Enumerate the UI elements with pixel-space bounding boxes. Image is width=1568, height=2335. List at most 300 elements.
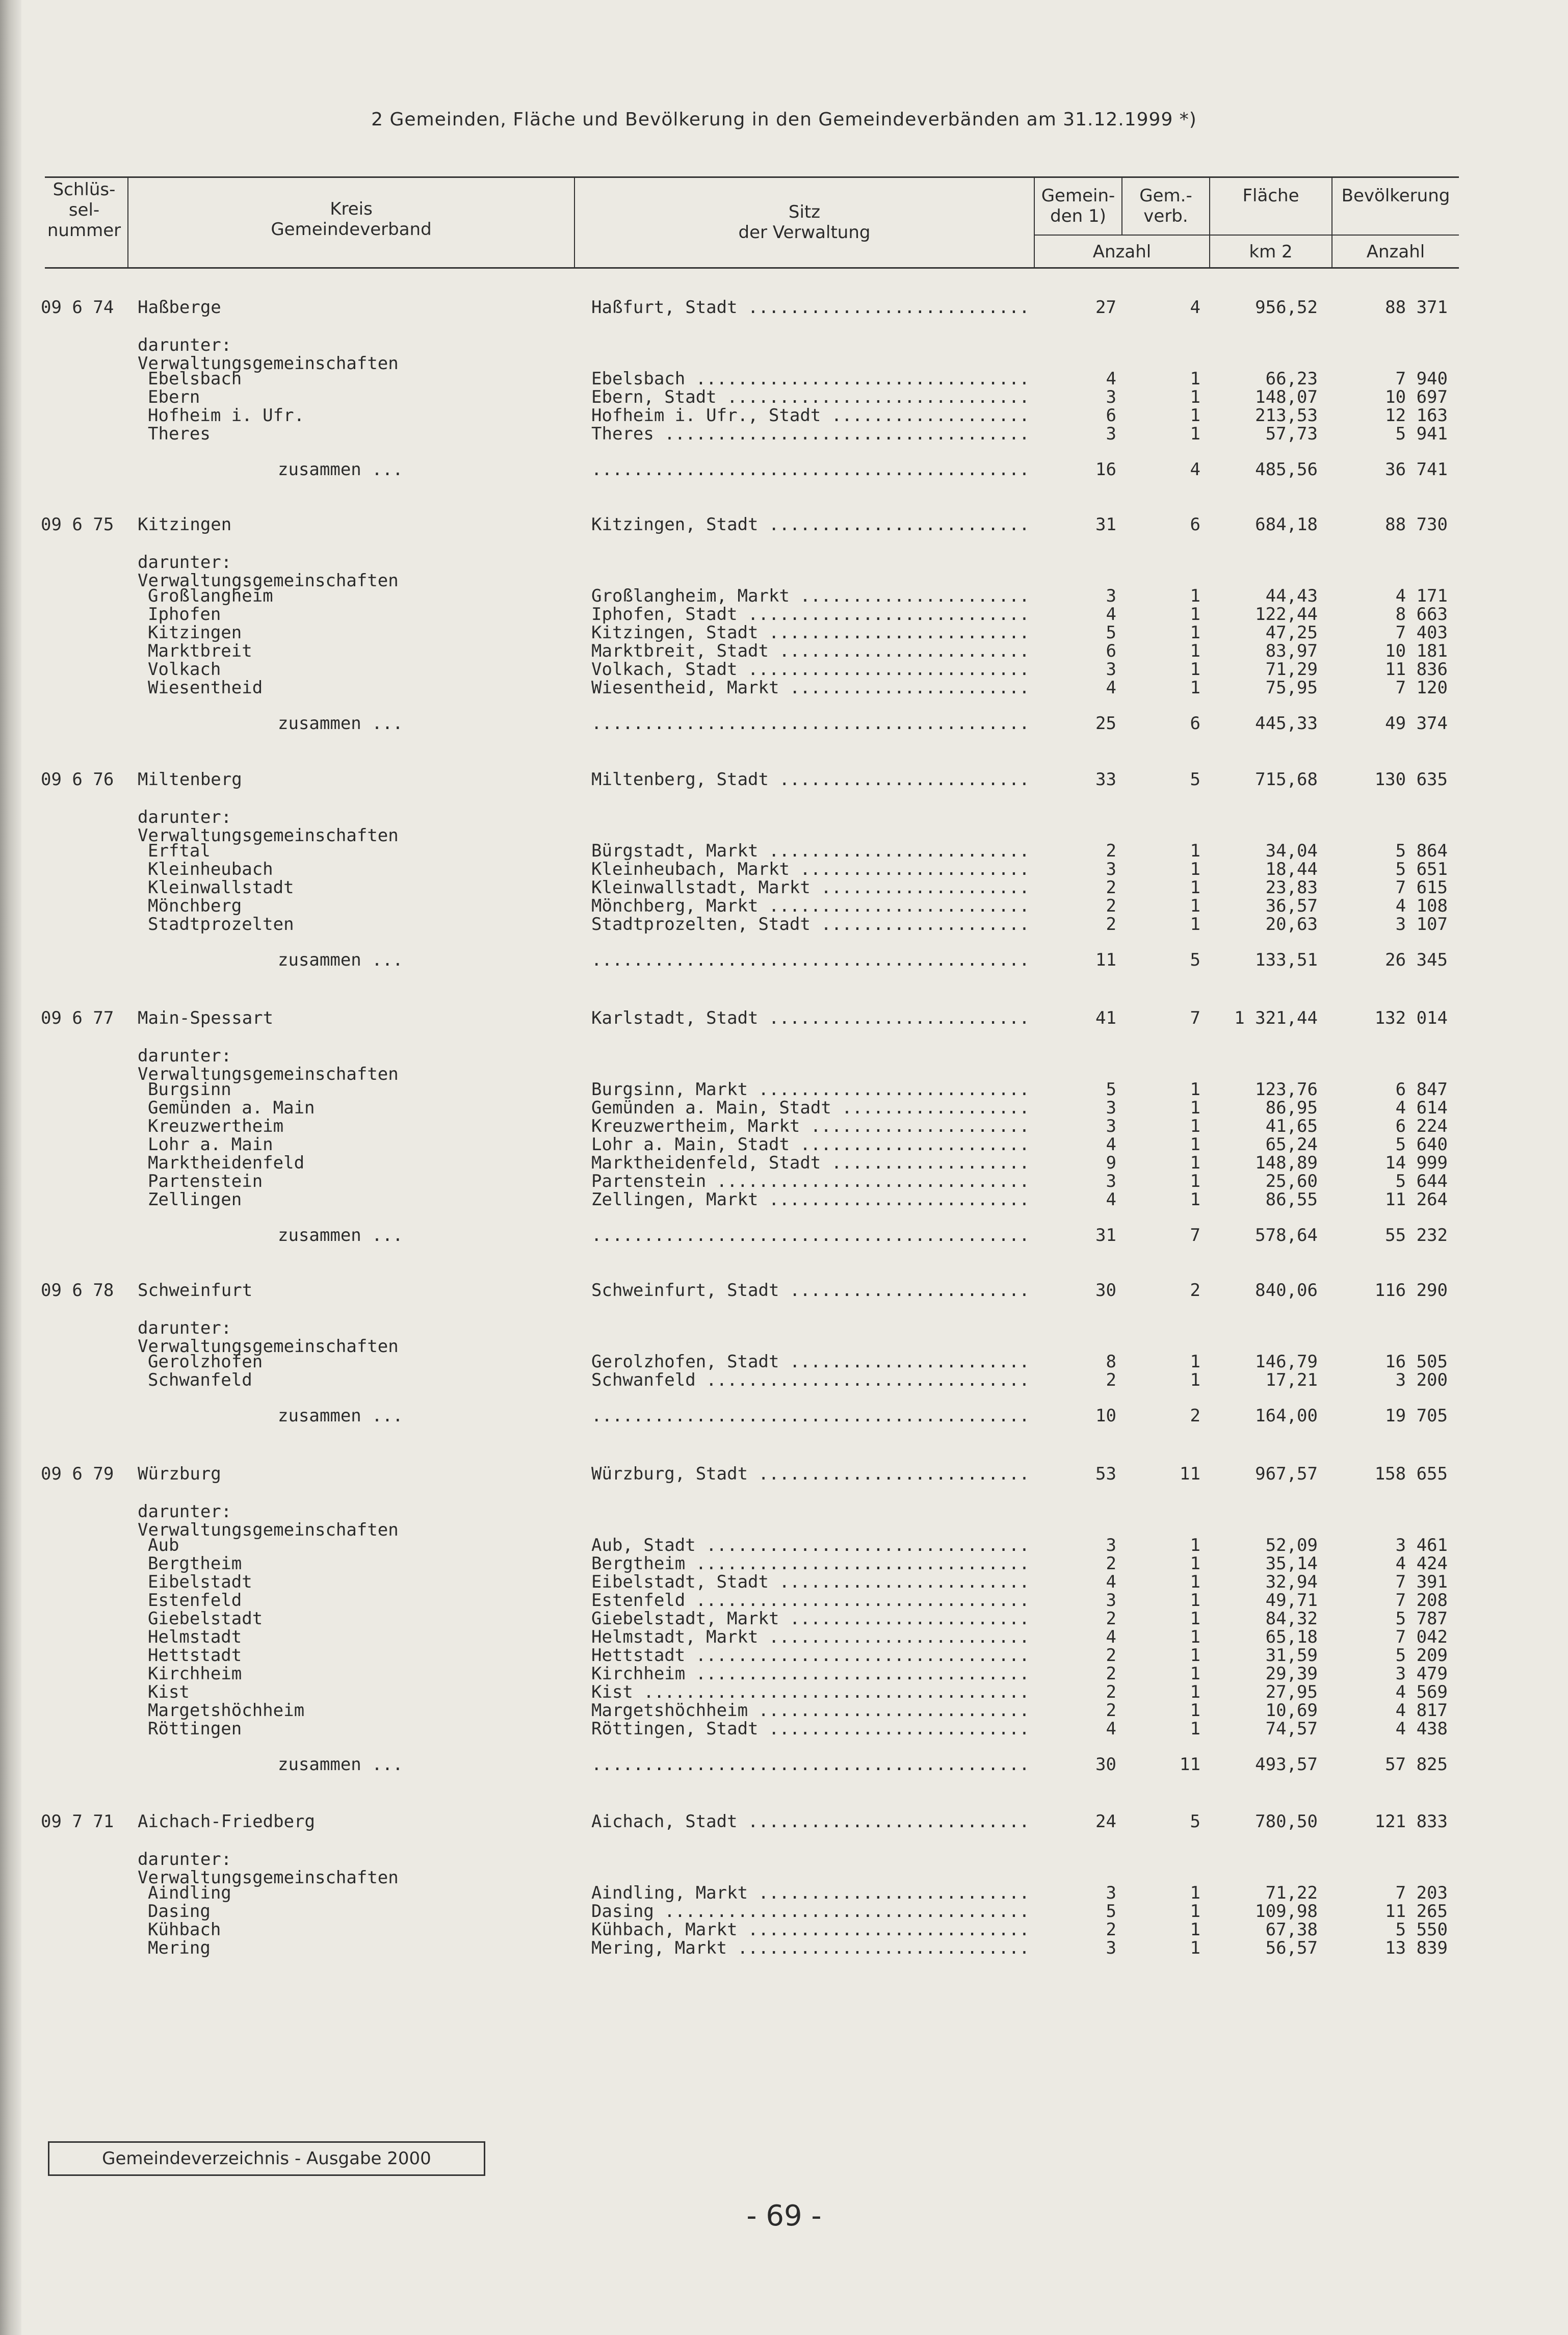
vg-row bbox=[0, 1370, 1568, 1390]
total-bevoelkerung: 55 232 bbox=[1385, 1225, 1448, 1246]
vg-seat: Ebern, Stadt ..... bbox=[591, 387, 1030, 407]
district-bevoelkerung: 116 290 bbox=[1374, 1280, 1448, 1301]
total-label: zusammen ... bbox=[278, 1225, 403, 1246]
vg-seat: Hofheim i. Ufr., Stadt ..... bbox=[591, 406, 1030, 425]
vg-bevoelkerung: 7 940 bbox=[1395, 369, 1448, 389]
vg-flaeche: 20,63 bbox=[1265, 914, 1318, 935]
vg-group-label: Verwaltungsgemeinschaften bbox=[138, 1336, 399, 1357]
vg-seat: Gerolzhofen, Stadt ..... bbox=[591, 1352, 1030, 1371]
vg-gemeinden: 4 bbox=[1106, 369, 1116, 389]
total-gemeinden: 16 bbox=[1095, 459, 1116, 480]
vg-bevoelkerung: 4 438 bbox=[1395, 1719, 1448, 1739]
darunter-label: darunter: bbox=[138, 552, 232, 573]
total-gemeinden: 31 bbox=[1095, 1225, 1116, 1246]
total-gemeinden: 25 bbox=[1095, 713, 1116, 734]
vg-seat: Mering, Markt ..... bbox=[591, 1938, 1030, 1958]
vg-gem-verb: 1 bbox=[1190, 1535, 1200, 1555]
vg-flaeche: 17,21 bbox=[1265, 1370, 1318, 1390]
total-flaeche: 485,56 bbox=[1255, 459, 1318, 480]
vg-seat: Partenstein ..... bbox=[591, 1172, 1030, 1191]
district-gemeinden: 41 bbox=[1095, 1008, 1116, 1028]
vg-flaeche: 122,44 bbox=[1255, 604, 1318, 625]
vg-flaeche: 213,53 bbox=[1255, 405, 1318, 426]
vg-flaeche: 109,98 bbox=[1255, 1901, 1318, 1922]
vg-gemeinden: 5 bbox=[1106, 622, 1116, 643]
vg-row bbox=[0, 878, 1568, 897]
district-gemeinden: 33 bbox=[1095, 769, 1116, 790]
darunter-label: darunter: bbox=[138, 1849, 232, 1870]
total-flaeche: 133,51 bbox=[1255, 950, 1318, 970]
vg-flaeche: 83,97 bbox=[1265, 641, 1318, 661]
vg-seat: Marktbreit, Stadt ..... bbox=[591, 641, 1030, 661]
total-label: zusammen ... bbox=[278, 1754, 403, 1775]
total-gemeinden: 10 bbox=[1095, 1406, 1116, 1426]
vg-row bbox=[0, 623, 1568, 642]
vg-gem-verb: 1 bbox=[1190, 405, 1200, 426]
vg-gemeinden: 4 bbox=[1106, 1189, 1116, 1210]
vg-bevoelkerung: 11 265 bbox=[1385, 1901, 1448, 1922]
district-bevoelkerung: 121 833 bbox=[1374, 1811, 1448, 1832]
vg-name: Eibelstadt bbox=[148, 1572, 252, 1592]
vg-flaeche: 52,09 bbox=[1265, 1535, 1318, 1555]
vg-row bbox=[0, 841, 1568, 861]
total-label: zusammen ... bbox=[278, 950, 403, 970]
vg-seat: Stadtprozelten, Stadt ..... bbox=[591, 915, 1030, 934]
vg-name: Estenfeld bbox=[148, 1590, 242, 1611]
district-row bbox=[0, 1281, 1568, 1300]
header-bottom-rule bbox=[45, 267, 1459, 269]
vg-row bbox=[0, 678, 1568, 697]
vg-name: Kleinwallstadt bbox=[148, 877, 294, 898]
vg-gem-verb: 1 bbox=[1190, 896, 1200, 916]
darunter-row bbox=[0, 1850, 1568, 1869]
vg-row bbox=[0, 1554, 1568, 1573]
vg-row bbox=[0, 1627, 1568, 1647]
vg-bevoelkerung: 10 181 bbox=[1385, 641, 1448, 661]
vg-flaeche: 148,07 bbox=[1255, 387, 1318, 407]
total-leader-dots bbox=[591, 460, 1030, 479]
district-key: 09 6 77 bbox=[41, 1008, 114, 1028]
district-key: 09 6 76 bbox=[41, 769, 114, 790]
vg-gem-verb: 1 bbox=[1190, 1572, 1200, 1592]
vg-flaeche: 71,29 bbox=[1265, 659, 1318, 680]
header-gemeinden: Gemein- den 1) bbox=[1041, 186, 1115, 226]
vg-name: Ebelsbach bbox=[148, 369, 242, 389]
vg-gemeinden: 2 bbox=[1106, 1370, 1116, 1390]
vg-gemeinden: 2 bbox=[1106, 896, 1116, 916]
vg-flaeche: 56,57 bbox=[1265, 1938, 1318, 1958]
header-gem-verb: Gem.- verb. bbox=[1139, 186, 1192, 226]
vg-bevoelkerung: 6 224 bbox=[1395, 1116, 1448, 1136]
total-row bbox=[0, 1406, 1568, 1425]
vg-row bbox=[0, 1190, 1568, 1209]
vg-group-label: Verwaltungsgemeinschaften bbox=[138, 570, 399, 591]
vg-seat: Volkach, Stadt ..... bbox=[591, 660, 1030, 679]
vg-name: Margetshöchheim bbox=[148, 1700, 305, 1721]
vg-gem-verb: 1 bbox=[1190, 1664, 1200, 1684]
vg-seat: Kleinheubach, Markt ..... bbox=[591, 860, 1030, 879]
total-leader-dots bbox=[591, 714, 1030, 733]
total-label: zusammen ... bbox=[278, 713, 403, 734]
vg-name: Kist bbox=[148, 1682, 190, 1702]
district-seat: Haßfurt, Stadt ..... bbox=[591, 298, 1030, 317]
total-bevoelkerung: 19 705 bbox=[1385, 1406, 1448, 1426]
vg-bevoelkerung: 3 461 bbox=[1395, 1535, 1448, 1555]
vg-flaeche: 65,24 bbox=[1265, 1134, 1318, 1155]
vg-name: Zellingen bbox=[148, 1189, 242, 1210]
vg-name: Großlangheim bbox=[148, 586, 273, 606]
vg-flaeche: 25,60 bbox=[1265, 1171, 1318, 1191]
vg-gemeinden: 2 bbox=[1106, 841, 1116, 861]
vg-bevoelkerung: 5 864 bbox=[1395, 841, 1448, 861]
vg-name: Mering bbox=[148, 1938, 211, 1958]
total-bevoelkerung: 49 374 bbox=[1385, 713, 1448, 734]
page-number: - 69 - bbox=[746, 2199, 822, 2233]
vg-seat: Kühbach, Markt ..... bbox=[591, 1920, 1030, 1939]
vg-gemeinden: 3 bbox=[1106, 387, 1116, 407]
district-gemeinden: 27 bbox=[1095, 297, 1116, 318]
vg-gemeinden: 3 bbox=[1106, 1171, 1116, 1191]
vg-bevoelkerung: 4 614 bbox=[1395, 1098, 1448, 1118]
district-row bbox=[0, 515, 1568, 534]
vg-gemeinden: 4 bbox=[1106, 1134, 1116, 1155]
district-gemeinden: 30 bbox=[1095, 1280, 1116, 1301]
vg-bevoelkerung: 5 941 bbox=[1395, 424, 1448, 444]
vg-name: Röttingen bbox=[148, 1719, 242, 1739]
vg-gem-verb: 1 bbox=[1190, 1700, 1200, 1721]
district-flaeche: 1 321,44 bbox=[1234, 1008, 1318, 1028]
vg-bevoelkerung: 5 644 bbox=[1395, 1171, 1448, 1191]
darunter-label: darunter: bbox=[138, 807, 232, 827]
vg-row bbox=[0, 387, 1568, 407]
vg-seat: Aub, Stadt ..... bbox=[591, 1536, 1030, 1555]
district-bevoelkerung: 88 730 bbox=[1385, 514, 1448, 535]
vg-name: Kitzingen bbox=[148, 622, 242, 643]
darunter-row bbox=[0, 1502, 1568, 1521]
vg-flaeche: 49,71 bbox=[1265, 1590, 1318, 1611]
vg-row bbox=[0, 369, 1568, 388]
district-seat: Kitzingen, Stadt ..... bbox=[591, 515, 1030, 534]
vg-flaeche: 146,79 bbox=[1255, 1352, 1318, 1372]
vg-gem-verb: 1 bbox=[1190, 1153, 1200, 1173]
district-row bbox=[0, 1812, 1568, 1831]
district-name: Schweinfurt bbox=[138, 1280, 253, 1301]
vg-gemeinden: 2 bbox=[1106, 1682, 1116, 1702]
district-key: 09 6 78 bbox=[41, 1280, 114, 1301]
vg-gem-verb: 1 bbox=[1190, 1116, 1200, 1136]
total-gem-verb: 11 bbox=[1180, 1754, 1200, 1775]
district-seat: Miltenberg, Stadt ..... bbox=[591, 770, 1030, 789]
vg-bevoelkerung: 14 999 bbox=[1385, 1153, 1448, 1173]
vg-gem-verb: 1 bbox=[1190, 877, 1200, 898]
district-key: 09 6 79 bbox=[41, 1464, 114, 1484]
vg-gem-verb: 1 bbox=[1190, 1352, 1200, 1372]
vg-row bbox=[0, 1172, 1568, 1191]
vg-bevoelkerung: 8 663 bbox=[1395, 604, 1448, 625]
vg-name: Aindling bbox=[148, 1883, 231, 1903]
vg-flaeche: 44,43 bbox=[1265, 586, 1318, 606]
vg-gem-verb: 1 bbox=[1190, 1608, 1200, 1629]
vg-flaeche: 34,04 bbox=[1265, 841, 1318, 861]
darunter-label: darunter: bbox=[138, 1046, 232, 1066]
vg-gem-verb: 1 bbox=[1190, 859, 1200, 879]
district-flaeche: 715,68 bbox=[1255, 769, 1318, 790]
district-gem-verb: 6 bbox=[1190, 514, 1200, 535]
vg-name: Iphofen bbox=[148, 604, 221, 625]
vg-seat: Aindling, Markt ..... bbox=[591, 1883, 1030, 1903]
vg-gem-verb: 1 bbox=[1190, 1189, 1200, 1210]
district-row bbox=[0, 770, 1568, 789]
vg-seat: Kist ..... bbox=[591, 1682, 1030, 1702]
vg-flaeche: 57,73 bbox=[1265, 424, 1318, 444]
vg-flaeche: 27,95 bbox=[1265, 1682, 1318, 1702]
vg-bevoelkerung: 3 200 bbox=[1395, 1370, 1448, 1390]
vg-row bbox=[0, 1572, 1568, 1592]
district-seat: Würzburg, Stadt ..... bbox=[591, 1464, 1030, 1484]
vg-bevoelkerung: 3 107 bbox=[1395, 914, 1448, 935]
vg-flaeche: 86,95 bbox=[1265, 1098, 1318, 1118]
header-sitz: Sitz der Verwaltung bbox=[738, 202, 871, 243]
district-bevoelkerung: 88 371 bbox=[1385, 297, 1448, 318]
total-gem-verb: 5 bbox=[1190, 950, 1200, 970]
district-seat: Aichach, Stadt ..... bbox=[591, 1812, 1030, 1831]
vg-gem-verb: 1 bbox=[1190, 622, 1200, 643]
vg-seat: Bürgstadt, Markt ..... bbox=[591, 841, 1030, 861]
vg-gemeinden: 3 bbox=[1106, 1535, 1116, 1555]
vg-gem-verb: 1 bbox=[1190, 1098, 1200, 1118]
district-gem-verb: 2 bbox=[1190, 1280, 1200, 1301]
vg-bevoelkerung: 10 697 bbox=[1385, 387, 1448, 407]
vg-gem-verb: 1 bbox=[1190, 424, 1200, 444]
district-row bbox=[0, 298, 1568, 317]
vg-gem-verb: 1 bbox=[1190, 1370, 1200, 1390]
district-seat: Schweinfurt, Stadt ..... bbox=[591, 1281, 1030, 1300]
vg-flaeche: 66,23 bbox=[1265, 369, 1318, 389]
vg-bevoelkerung: 7 120 bbox=[1395, 678, 1448, 698]
total-label: zusammen ... bbox=[278, 1406, 403, 1426]
vg-bevoelkerung: 7 203 bbox=[1395, 1883, 1448, 1903]
vg-bevoelkerung: 7 208 bbox=[1395, 1590, 1448, 1611]
header-unit-km2: km 2 bbox=[1249, 242, 1293, 262]
vg-name: Volkach bbox=[148, 659, 221, 680]
vg-name: Stadtprozelten bbox=[148, 914, 294, 935]
vg-gem-verb: 1 bbox=[1190, 604, 1200, 625]
vg-name: Helmstadt bbox=[148, 1627, 242, 1647]
vg-flaeche: 41,65 bbox=[1265, 1116, 1318, 1136]
vg-gem-verb: 1 bbox=[1190, 659, 1200, 680]
total-leader-dots bbox=[591, 1406, 1030, 1425]
vg-gemeinden: 4 bbox=[1106, 1572, 1116, 1592]
vg-gemeinden: 2 bbox=[1106, 877, 1116, 898]
total-row bbox=[0, 1755, 1568, 1774]
vg-gemeinden: 3 bbox=[1106, 1938, 1116, 1958]
vg-row bbox=[0, 424, 1568, 444]
vg-row bbox=[0, 915, 1568, 934]
vg-name: Erftal bbox=[148, 841, 211, 861]
header-kreis: Kreis Gemeindeverband bbox=[271, 199, 432, 240]
vg-row bbox=[0, 1646, 1568, 1665]
district-name: Main-Spessart bbox=[138, 1008, 274, 1028]
vg-seat: Helmstadt, Markt ..... bbox=[591, 1627, 1030, 1647]
vg-gemeinden: 3 bbox=[1106, 1590, 1116, 1611]
vg-seat: Röttingen, Stadt ..... bbox=[591, 1719, 1030, 1739]
total-flaeche: 445,33 bbox=[1255, 713, 1318, 734]
vg-gemeinden: 4 bbox=[1106, 1627, 1116, 1647]
vg-bevoelkerung: 5 787 bbox=[1395, 1608, 1448, 1629]
header-unit-rule bbox=[1034, 235, 1459, 236]
vg-gemeinden: 5 bbox=[1106, 1901, 1116, 1922]
vg-gemeinden: 4 bbox=[1106, 604, 1116, 625]
vg-gem-verb: 1 bbox=[1190, 841, 1200, 861]
vg-row bbox=[0, 1117, 1568, 1136]
vg-flaeche: 65,18 bbox=[1265, 1627, 1318, 1647]
total-row bbox=[0, 460, 1568, 479]
vg-name: Ebern bbox=[148, 387, 200, 407]
vg-gem-verb: 1 bbox=[1190, 1134, 1200, 1155]
vg-name: Burgsinn bbox=[148, 1079, 231, 1100]
vg-seat: Schwanfeld ..... bbox=[591, 1370, 1030, 1390]
total-leader-dots bbox=[591, 950, 1030, 970]
page-title: 2 Gemeinden, Fläche und Bevölkerung in den Gemeindeverbänden am 31.12.1999 *) bbox=[371, 109, 1197, 130]
vg-seat: Estenfeld ..... bbox=[591, 1591, 1030, 1610]
vg-gemeinden: 2 bbox=[1106, 1664, 1116, 1684]
district-bevoelkerung: 158 655 bbox=[1374, 1464, 1448, 1484]
total-row bbox=[0, 1226, 1568, 1245]
vg-gemeinden: 3 bbox=[1106, 1883, 1116, 1903]
vg-flaeche: 35,14 bbox=[1265, 1553, 1318, 1574]
total-gemeinden: 30 bbox=[1095, 1754, 1116, 1775]
vg-seat: Kitzingen, Stadt ..... bbox=[591, 623, 1030, 642]
vg-flaeche: 47,25 bbox=[1265, 622, 1318, 643]
vg-flaeche: 23,83 bbox=[1265, 877, 1318, 898]
vg-group-label: Verwaltungsgemeinschaften bbox=[138, 825, 399, 846]
vg-seat: Marktheidenfeld, Stadt ..... bbox=[591, 1153, 1030, 1173]
vg-flaeche: 10,69 bbox=[1265, 1700, 1318, 1721]
vg-bevoelkerung: 12 163 bbox=[1385, 405, 1448, 426]
vg-flaeche: 74,57 bbox=[1265, 1719, 1318, 1739]
vg-row bbox=[0, 586, 1568, 606]
vg-flaeche: 84,32 bbox=[1265, 1608, 1318, 1629]
vg-seat: Iphofen, Stadt ..... bbox=[591, 605, 1030, 624]
vg-seat: Margetshöchheim ..... bbox=[591, 1701, 1030, 1720]
total-gemeinden: 11 bbox=[1095, 950, 1116, 970]
vg-group-label: Verwaltungsgemeinschaften bbox=[138, 1520, 399, 1540]
vg-flaeche: 18,44 bbox=[1265, 859, 1318, 879]
vg-gemeinden: 6 bbox=[1106, 641, 1116, 661]
total-gem-verb: 2 bbox=[1190, 1406, 1200, 1426]
total-gem-verb: 7 bbox=[1190, 1225, 1200, 1246]
vg-gemeinden: 2 bbox=[1106, 914, 1116, 935]
vg-row bbox=[0, 1902, 1568, 1921]
vg-bevoelkerung: 4 569 bbox=[1395, 1682, 1448, 1702]
vg-gem-verb: 1 bbox=[1190, 914, 1200, 935]
vg-bevoelkerung: 5 640 bbox=[1395, 1134, 1448, 1155]
district-bevoelkerung: 130 635 bbox=[1374, 769, 1448, 790]
total-row bbox=[0, 950, 1568, 970]
vg-seat: Zellingen, Markt ..... bbox=[591, 1190, 1030, 1209]
vg-row bbox=[0, 1098, 1568, 1118]
vg-seat: Großlangheim, Markt ..... bbox=[591, 586, 1030, 606]
vg-name: Giebelstadt bbox=[148, 1608, 263, 1629]
vg-name: Mönchberg bbox=[148, 896, 242, 916]
darunter-label: darunter: bbox=[138, 1318, 232, 1338]
total-bevoelkerung: 36 741 bbox=[1385, 459, 1448, 480]
vg-gem-verb: 1 bbox=[1190, 1682, 1200, 1702]
vg-bevoelkerung: 11 264 bbox=[1385, 1189, 1448, 1210]
district-key: 09 6 74 bbox=[41, 297, 114, 318]
vg-seat: Burgsinn, Markt ..... bbox=[591, 1080, 1030, 1099]
header-unit-anzahl: Anzahl bbox=[1092, 242, 1152, 262]
vg-bevoelkerung: 5 550 bbox=[1395, 1919, 1448, 1940]
vg-row bbox=[0, 896, 1568, 916]
total-leader-dots bbox=[591, 1226, 1030, 1245]
district-gemeinden: 53 bbox=[1095, 1464, 1116, 1484]
vg-row bbox=[0, 605, 1568, 624]
vg-seat: Giebelstadt, Markt ..... bbox=[591, 1609, 1030, 1628]
header-top-rule bbox=[45, 176, 1459, 178]
vg-bevoelkerung: 3 479 bbox=[1395, 1664, 1448, 1684]
vg-row bbox=[0, 1352, 1568, 1371]
district-key: 09 6 75 bbox=[41, 514, 114, 535]
district-flaeche: 956,52 bbox=[1255, 297, 1318, 318]
district-seat: Karlstadt, Stadt ..... bbox=[591, 1008, 1030, 1028]
vg-group-label: Verwaltungsgemeinschaften bbox=[138, 353, 399, 374]
vg-seat: Dasing ..... bbox=[591, 1902, 1030, 1921]
vg-gemeinden: 2 bbox=[1106, 1645, 1116, 1666]
vg-name: Bergtheim bbox=[148, 1553, 242, 1574]
district-flaeche: 840,06 bbox=[1255, 1280, 1318, 1301]
vg-flaeche: 36,57 bbox=[1265, 896, 1318, 916]
vg-row bbox=[0, 860, 1568, 879]
vg-seat: Wiesentheid, Markt ..... bbox=[591, 678, 1030, 697]
total-row bbox=[0, 714, 1568, 733]
vg-gemeinden: 4 bbox=[1106, 678, 1116, 698]
vg-row bbox=[0, 641, 1568, 661]
vg-seat: Ebelsbach ..... bbox=[591, 369, 1030, 388]
vg-seat: Eibelstadt, Stadt ..... bbox=[591, 1572, 1030, 1592]
district-gem-verb: 4 bbox=[1190, 297, 1200, 318]
vg-gem-verb: 1 bbox=[1190, 1171, 1200, 1191]
vg-name: Wiesentheid bbox=[148, 678, 263, 698]
darunter-row bbox=[0, 335, 1568, 355]
vg-row bbox=[0, 1920, 1568, 1939]
vg-name: Partenstein bbox=[148, 1171, 263, 1191]
vg-group-label: Verwaltungsgemeinschaften bbox=[138, 1064, 399, 1084]
total-flaeche: 164,00 bbox=[1255, 1406, 1318, 1426]
vg-gem-verb: 1 bbox=[1190, 641, 1200, 661]
darunter-label: darunter: bbox=[138, 1501, 232, 1522]
vg-bevoelkerung: 5 651 bbox=[1395, 859, 1448, 879]
vg-gem-verb: 1 bbox=[1190, 1627, 1200, 1647]
total-bevoelkerung: 26 345 bbox=[1385, 950, 1448, 970]
header-unit-anzahl-bev: Anzahl bbox=[1366, 242, 1425, 262]
vg-bevoelkerung: 11 836 bbox=[1385, 659, 1448, 680]
vg-flaeche: 123,76 bbox=[1255, 1079, 1318, 1100]
vg-gemeinden: 3 bbox=[1106, 424, 1116, 444]
vg-row bbox=[0, 1883, 1568, 1903]
district-row bbox=[0, 1464, 1568, 1484]
district-name: Würzburg bbox=[138, 1464, 221, 1484]
vg-gem-verb: 1 bbox=[1190, 1901, 1200, 1922]
district-name: Kitzingen bbox=[138, 514, 232, 535]
vg-flaeche: 71,22 bbox=[1265, 1883, 1318, 1903]
source-box: Gemeindeverzeichnis - Ausgabe 2000 bbox=[48, 2141, 485, 2176]
vg-gemeinden: 2 bbox=[1106, 1700, 1116, 1721]
vg-seat: Kleinwallstadt, Markt ..... bbox=[591, 878, 1030, 897]
vg-gem-verb: 1 bbox=[1190, 1719, 1200, 1739]
vg-row bbox=[0, 1664, 1568, 1683]
vg-name: Hofheim i. Ufr. bbox=[148, 405, 305, 426]
